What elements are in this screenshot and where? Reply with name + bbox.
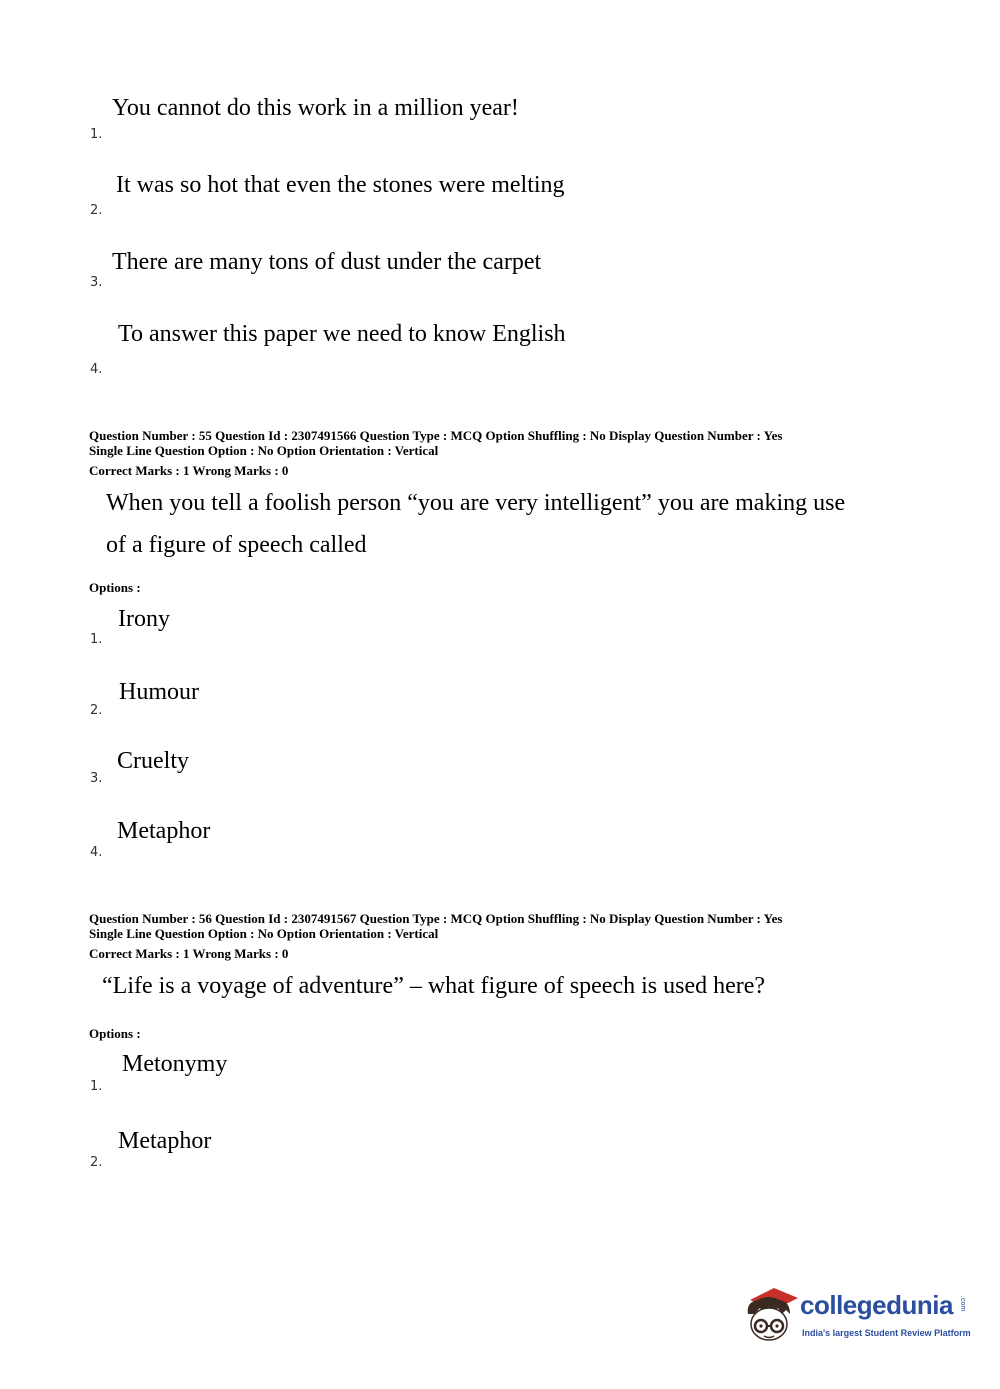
q55-meta-line2: Single Line Question Option : No Option Orientation : Vertical xyxy=(89,443,439,458)
prev-option-2-text: It was so hot that even the stones were melting xyxy=(116,172,565,198)
q55-option-2-number: 2. xyxy=(90,703,103,718)
q56-meta-line2: Single Line Question Option : No Option Orientation : Vertical xyxy=(89,926,439,941)
q56-text-line1: “Life is a voyage of adventure” – what figure of speech is used here? xyxy=(102,973,766,999)
prev-option-1-number: 1. xyxy=(90,127,103,142)
logo-brand-suffix: .com xyxy=(959,1296,966,1312)
q55-option-3-number: 3. xyxy=(90,771,103,786)
q55-option-3-text: Cruelty xyxy=(117,748,189,774)
q55-option-1-number: 1. xyxy=(90,632,103,647)
q55-option-2-text: Humour xyxy=(119,679,199,705)
q55-option-4-text: Metaphor xyxy=(117,818,211,844)
q55-meta-line1: Question Number : 55 Question Id : 2307491566 Question Type : MCQ Option Shuffling : No Display Question Number : Yes xyxy=(89,428,783,443)
q56-option-1-text: Metonymy xyxy=(122,1051,228,1077)
q56-marks: Correct Marks : 1 Wrong Marks : 0 xyxy=(89,946,289,961)
prev-option-4-number: 4. xyxy=(90,362,103,377)
prev-option-3-text: There are many tons of dust under the carpet xyxy=(112,249,542,275)
q56-meta-line1: Question Number : 56 Question Id : 2307491567 Question Type : MCQ Option Shuffling : No Display Question Number : Yes xyxy=(89,911,783,926)
q55-options-label: Options : xyxy=(89,580,141,595)
logo-brand-name: collegedunia xyxy=(800,1290,953,1320)
q56-option-1-number: 1. xyxy=(90,1079,103,1094)
prev-option-1-text: You cannot do this work in a million year! xyxy=(112,95,519,121)
q56-option-2-text: Metaphor xyxy=(118,1128,212,1154)
prev-option-2-number: 2. xyxy=(90,203,103,218)
q55-text-line1: When you tell a foolish person “you are very intelligent” you are making use xyxy=(106,490,846,516)
q56-option-2-number: 2. xyxy=(90,1155,103,1170)
q55-text-line2: of a figure of speech called xyxy=(106,532,367,558)
prev-option-3-number: 3. xyxy=(90,275,103,290)
q56-options-label: Options : xyxy=(89,1026,141,1041)
q55-option-1-text: Irony xyxy=(118,606,170,632)
prev-option-4-text: To answer this paper we need to know English xyxy=(118,321,566,347)
q55-option-4-number: 4. xyxy=(90,845,103,860)
logo-tagline: India's largest Student Review Platform xyxy=(802,1328,971,1338)
q55-marks: Correct Marks : 1 Wrong Marks : 0 xyxy=(89,463,289,478)
collegedunia-logo xyxy=(742,1284,972,1354)
mascot-icon xyxy=(742,1284,800,1348)
